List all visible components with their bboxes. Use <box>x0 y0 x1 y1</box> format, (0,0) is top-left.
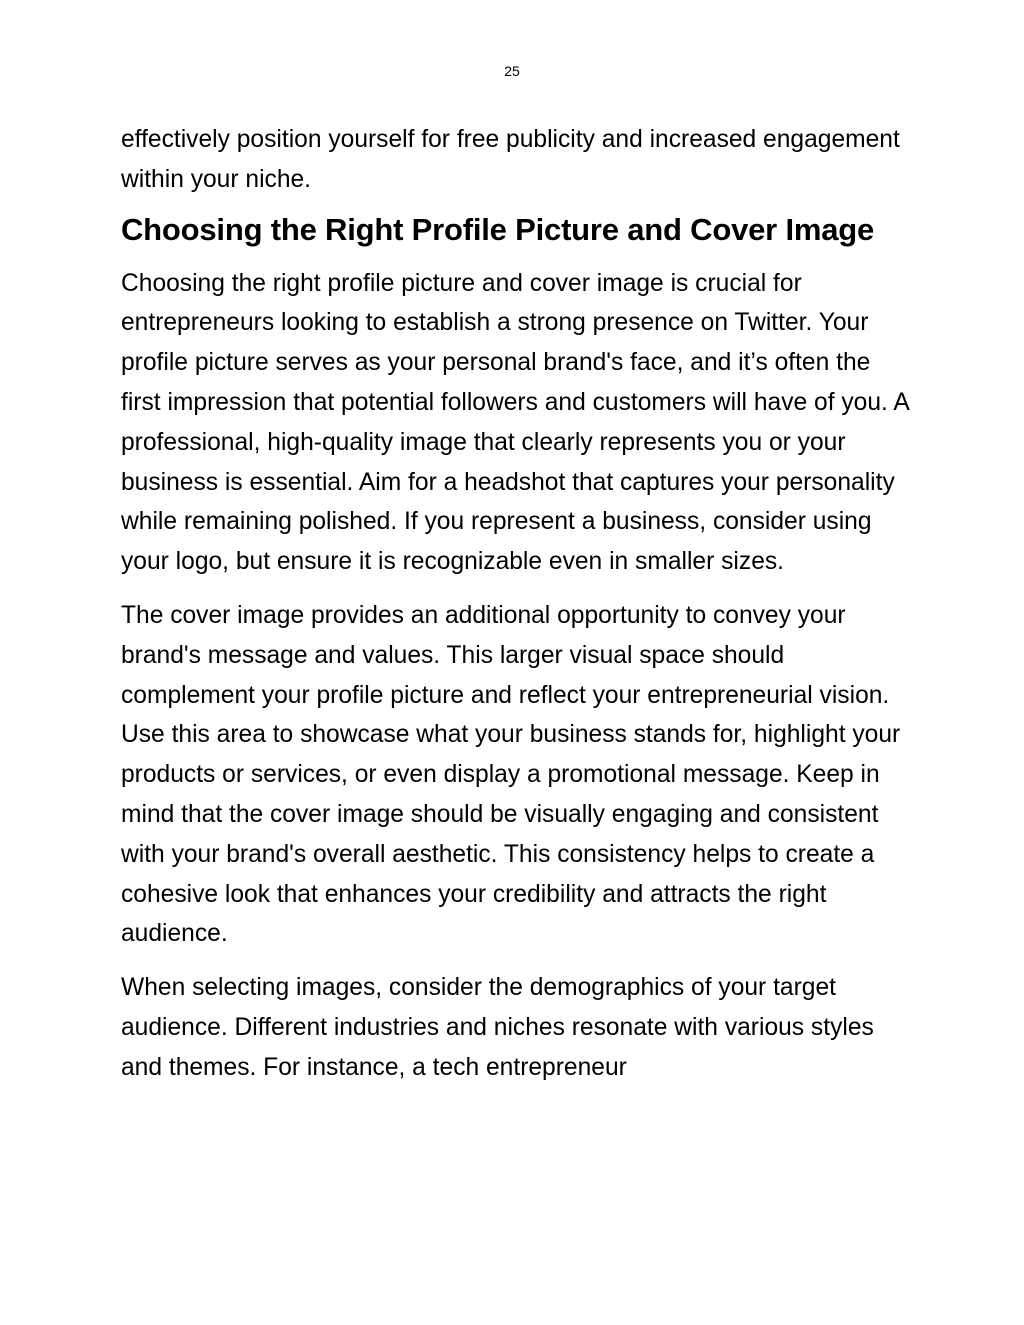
continuation-paragraph: effectively position yourself for free publicity and increased engagement within your niche. <box>121 126 900 193</box>
paragraph-selecting-images: When selecting images, consider the demographics of your target audience. Different industries and niches resonate with various styles and themes. For instance, a tech entrepreneur <box>121 974 874 1081</box>
paragraph-cover-image: The cover image provides an additional opportunity to convey your brand's message and values. This larger visual space should complement your profile picture and reflect your entrepreneurial vision. Use this area to showcase what your business stands for, highlight your products or services, or even display a promotional message. Keep in mind that the cover image should be visually engaging and consistent with your brand's overall aesthetic. This consistency helps to create a cohesive look that enhances your credibility and attracts the right audience. <box>121 601 901 948</box>
page-body <box>121 120 911 1102</box>
section-heading: Choosing the Right Profile Picture and Cover Image <box>121 211 875 247</box>
page-number: 25 <box>504 63 520 79</box>
paragraph-profile-picture: Choosing the right profile picture and cover image is crucial for entrepreneurs looking to establish a strong presence on Twitter. Your profile picture serves as your personal brand's face, and it’s often the first impression that potential followers and customers will have of you. A professional, high-quality image that clearly represents you or your business is essential. Aim for a headshot that captures your personality while remaining polished. If you represent a business, consider using your logo, but ensure it is recognizable even in smaller sizes. <box>121 269 909 576</box>
